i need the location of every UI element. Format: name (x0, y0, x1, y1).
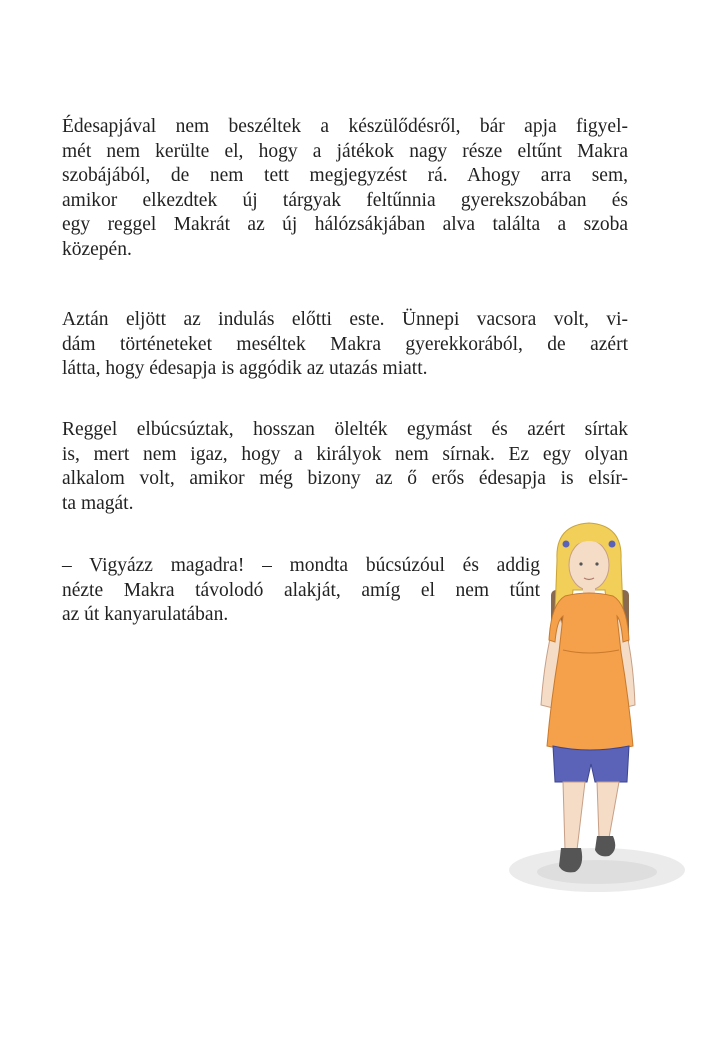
text-line: ta magát. (62, 492, 134, 514)
paragraph-2 (62, 308, 628, 382)
eye-left (579, 562, 582, 565)
leg-right (597, 782, 619, 838)
leg-left (563, 782, 585, 850)
dress (547, 593, 633, 751)
text-line: egy reggel Makrát az új hálózsákjában alva találta a szoba (62, 214, 628, 236)
face (569, 540, 609, 590)
walking-girl-illustration-icon (505, 520, 695, 900)
text-line: az út kanyarulatában. (62, 604, 229, 626)
text-line: nézte Makra távolodó alakját, amíg el nem tűnt (62, 579, 540, 601)
text-line: alkalom volt, amikor még bizony az ő erős édesapja is elsír- (62, 468, 628, 490)
text-line: Aztán eljött az indulás előtti este. Ünnepi vacsora volt, vi- (62, 309, 628, 330)
shorts (553, 746, 629, 782)
text-line: dám történeteket meséltek Makra gyerekkorából, de azért (62, 333, 628, 355)
ground-shadow-inner (537, 860, 657, 884)
text-line: Reggel elbúcsúztak, hosszan ölelték egymást és azért sírtak (62, 419, 628, 440)
text-line: szobájából, de nem tett megjegyzést rá. Ahogy arra sem, (62, 165, 628, 187)
paragraph-1 (62, 115, 628, 263)
eye-right (595, 562, 598, 565)
shoe-left (559, 848, 582, 872)
text-line: – Vigyázz magadra! – mondta búcsúzóul és addig (62, 555, 540, 576)
text-line: látta, hogy édesapja is aggódik az utazás miatt. (62, 358, 428, 380)
paragraph-3 (62, 418, 628, 516)
shoe-right (595, 836, 615, 856)
text-line: mét nem kerülte el, hogy a játékok nagy része eltűnt Makra (62, 140, 628, 162)
text-line: is, mert nem igaz, hogy a királyok nem sírnak. Ez egy olyan (62, 443, 628, 465)
hair-clip-right (609, 541, 616, 548)
paragraph-4 (62, 554, 540, 628)
text-line: amikor elkezdtek új tárgyak feltűnnia gyerekszobában és (62, 189, 628, 211)
text-line: Édesapjával nem beszéltek a készülődésről, bár apja figyel- (62, 116, 628, 137)
text-line: közepén. (62, 238, 132, 260)
hair-clip-left (563, 541, 570, 548)
